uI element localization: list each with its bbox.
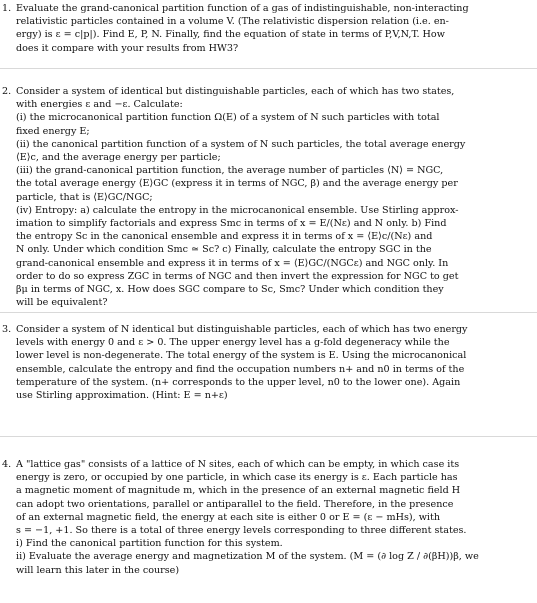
text-line: ensemble, calculate the entropy and find the occupation numbers n+ and n0 in terms of the [16,363,465,375]
problem-text [16,458,527,577]
problem-text [16,2,527,55]
text-line: temperature of the system. (n+ corresponds to the upper level, n0 to the lower one). Again [16,376,461,388]
text-line: particle, that is ⟨E⟩GC/NGC; [16,191,153,203]
text-line: ii) Evaluate the average energy and magnetization M of the system. (M = (∂ log Z / ∂(βH))β, we [16,551,479,563]
text-line: grand-canonical ensemble and express it in terms of x = ⟨E⟩GC/(NGCε) and NGC only. In [16,257,449,269]
problem-text [16,85,527,309]
text-line: use Stirling approximation. (Hint: E = n+ε) [16,390,228,402]
text-line: i) Find the canonical partition function for this system. [16,538,283,550]
divider [0,436,537,437]
text-line: ⟨E⟩c, and the average energy per particle; [16,152,221,164]
text-line: can adopt two orientations, parallel or antiparallel to the field. Therefore, in the presence [16,498,454,510]
problem-number: 1. [2,3,12,14]
problem-3 [2,323,527,402]
text-line: (i) the microcanonical partition function Ω(E) of a system of N such particles with total [16,112,440,124]
text-line: s = −1, +1. So there is a total of three energy levels corresponding to three different states. [16,525,467,537]
text-line: ergy) is ε = c|p|). Find E, P, N. Finally, find the equation of state in terms of P,V,N,T. How [16,29,445,41]
divider [0,312,537,313]
problem-number: 2. [2,86,12,97]
text-line: does it compare with your results from HW3? [16,42,239,54]
text-line: relativistic particles contained in a volume V. (The relativistic dispersion relation (i.e. en- [16,16,449,28]
text-line: order to do so express ZGC in terms of NGC and then invert the expression for NGC to get [16,270,459,282]
text-line: (iii) the grand-canonical partition function, the average number of particles ⟨N⟩ = NGC, [16,165,444,177]
problem-4 [2,458,527,577]
problem-number: 4. [2,459,12,470]
text-line: A "lattice gas" consists of a lattice of N sites, each of which can be empty, in which case its [16,459,460,470]
problem-2 [2,85,527,309]
problem-number: 3. [2,324,12,335]
text-line: levels with energy 0 and ε > 0. The upper energy level has a g-fold degeneracy while the [16,337,450,349]
problem-text [16,323,527,402]
text-line: will be equivalent? [16,297,108,309]
text-line: energy is zero, or occupied by one particle, in which case its energy is ε. Each particle has [16,472,458,484]
divider [0,68,537,69]
text-line: βμ in terms of NGC, x. How does SGC compare to Sc, Smc? Under which condition they [16,284,444,296]
text-line: will learn this later in the course) [16,564,180,576]
problem-1 [2,2,527,55]
text-line: (iv) Entropy: a) calculate the entropy in the microcanonical ensemble. Use Stirling approx- [16,204,459,216]
text-line: Consider a system of identical but distinguishable particles, each of which has two states, [16,86,455,97]
text-line: the entropy Sc in the canonical ensemble and express it in terms of x = ⟨E⟩c/(Nε) and [16,231,433,243]
text-line: N only. Under which condition Smc ≃ Sc? c) Finally, calculate the entropy SGC in the [16,244,432,256]
text-line: with energies ε and −ε. Calculate: [16,99,183,111]
text-line: of an external magnetic field, the energy at each site is either 0 or E = (ε − mHs), with [16,511,441,523]
text-line: a magnetic moment of magnitude m, which in the presence of an external magnetic field H [16,485,461,497]
text-line: imation to simplify factorials and express Smc in terms of x = E/(Nε) and N only. b) Find [16,218,447,230]
text-line: the total average energy ⟨E⟩GC (express it in terms of NGC, β) and the average energy per [16,178,458,190]
text-line: fixed energy E; [16,125,90,137]
text-line: Evaluate the grand-canonical partition function of a gas of indistinguishable, non-interacting [16,3,469,14]
text-line: lower level is non-degenerate. The total energy of the system is E. Using the microcanonical [16,350,467,362]
text-line: (ii) the canonical partition function of a system of N such particles, the total average energy [16,138,466,150]
text-line: Consider a system of N identical but distinguishable particles, each of which has two energy [16,324,468,335]
